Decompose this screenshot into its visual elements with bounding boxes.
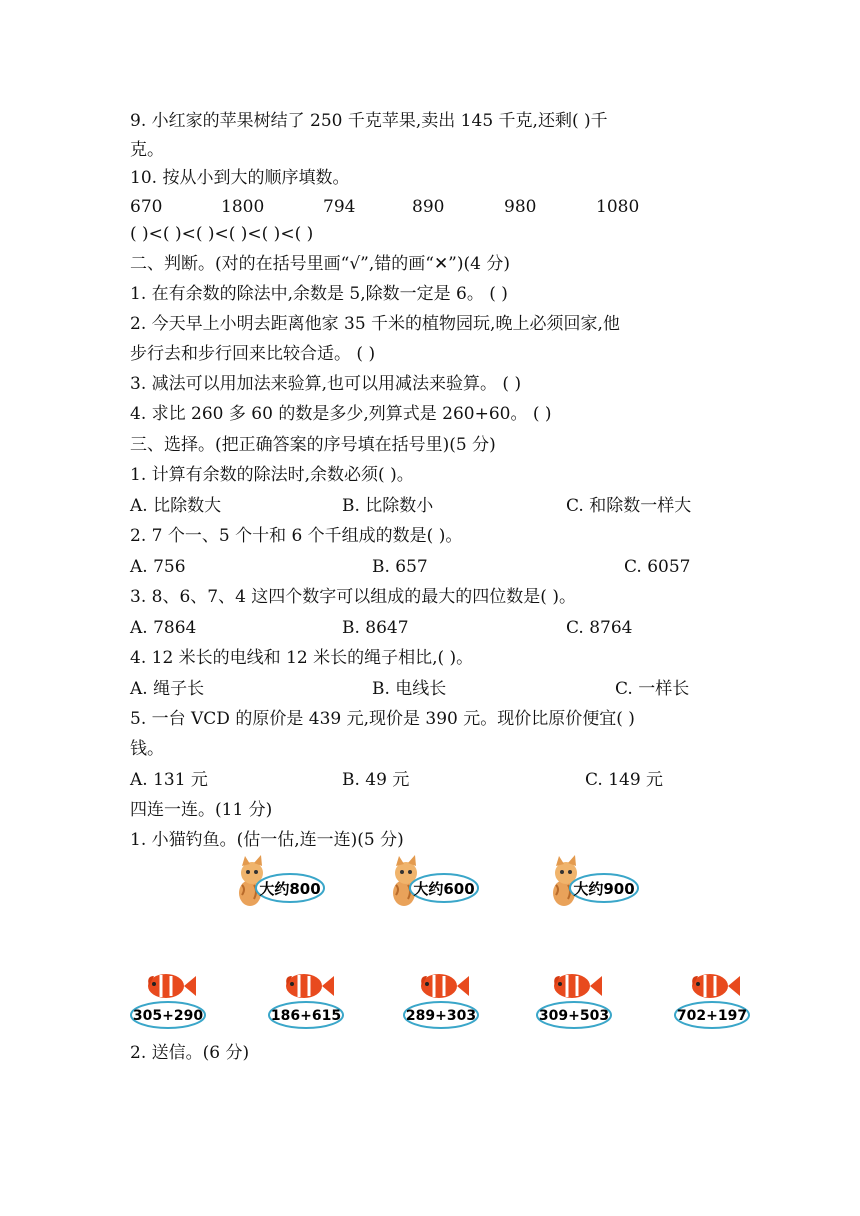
q10-number: 1800	[221, 197, 265, 217]
section4-sub1: 1. 小猫钓鱼。(估一估,连一连)(5 分)	[130, 830, 404, 850]
option-c: C. 和除数一样大	[566, 496, 692, 516]
q10-number: 1080	[596, 197, 640, 217]
option-b: B. 电线长	[372, 679, 447, 699]
section4-title: 四连一连。(11 分)	[130, 800, 273, 820]
q10-number: 980	[504, 197, 537, 217]
section2-title: 二、判断。(对的在括号里画“√”,错的画“✕”)(4 分)	[130, 254, 510, 274]
option-c: C. 149 元	[585, 770, 664, 790]
option-a: A. 7864	[130, 618, 197, 638]
section3-title: 三、选择。(把正确答案的序号填在括号里)(5 分)	[130, 435, 496, 455]
fish-icon	[128, 968, 212, 1032]
fish-label: 289+303	[405, 1008, 477, 1024]
option-b: B. 8647	[342, 618, 409, 638]
section4-sub2: 2. 送信。(6 分)	[130, 1043, 250, 1063]
fish-label: 186+615	[270, 1008, 342, 1024]
section3-q1-stem: 1. 计算有余数的除法时,余数必须( )。	[130, 465, 414, 485]
cat-label: 大约900	[573, 880, 635, 898]
section3-q5-stem: 5. 一台 VCD 的原价是 439 元,现价是 390 元。现价比原价便宜( )	[130, 709, 635, 729]
fish-icon	[266, 968, 350, 1032]
q9-line1: 9. 小红家的苹果树结了 250 千克苹果,卖出 145 千克,还剩( )千	[130, 111, 608, 131]
option-c: C. 8764	[566, 618, 633, 638]
option-a: A. 131 元	[130, 770, 208, 790]
section2-item: 2. 今天早上小明去距离他家 35 千米的植物园玩,晚上必须回家,他	[130, 314, 620, 334]
fish-icon	[534, 968, 618, 1032]
cat-icon	[386, 855, 486, 910]
q10-number: 670	[130, 197, 163, 217]
q10-blanks: ( )<( )<( )<( )<( )<( )	[130, 224, 314, 244]
option-c: C. 一样长	[615, 679, 690, 699]
option-b: B. 49 元	[342, 770, 410, 790]
q10-number: 890	[412, 197, 445, 217]
q10-title: 10. 按从小到大的顺序填数。	[130, 168, 350, 188]
option-a: A. 绳子长	[130, 679, 205, 699]
section3-q4-stem: 4. 12 米长的电线和 12 米长的绳子相比,( )。	[130, 648, 474, 668]
option-a: A. 756	[130, 557, 186, 577]
option-b: B. 比除数小	[342, 496, 434, 516]
fish-label: 305+290	[132, 1008, 204, 1024]
fish-label: 702+197	[676, 1008, 748, 1024]
cat-label: 大约600	[413, 880, 475, 898]
section3-q2-stem: 2. 7 个一、5 个十和 6 个千组成的数是( )。	[130, 526, 463, 546]
option-c: C. 6057	[624, 557, 691, 577]
option-b: B. 657	[372, 557, 428, 577]
section3-q5-stem2: 钱。	[130, 739, 164, 759]
q10-number: 794	[323, 197, 356, 217]
section2-item: 3. 减法可以用加法来验算,也可以用减法来验算。 ( )	[130, 374, 522, 394]
section2-item: 1. 在有余数的除法中,余数是 5,除数一定是 6。 ( )	[130, 284, 508, 304]
section3-q3-stem: 3. 8、6、7、4 这四个数字可以组成的最大的四位数是( )。	[130, 587, 576, 607]
section2-item: 4. 求比 260 多 60 的数是多少,列算式是 260+60。 ( )	[130, 404, 552, 424]
q9-line2: 克。	[130, 140, 164, 160]
fish-label: 309+503	[538, 1008, 610, 1024]
section2-item: 步行去和步行回来比较合适。 ( )	[130, 344, 376, 364]
cat-icon	[232, 855, 332, 910]
option-a: A. 比除数大	[130, 496, 222, 516]
cat-icon	[546, 855, 646, 910]
fish-icon	[401, 968, 485, 1032]
fish-icon	[672, 968, 756, 1032]
cat-label: 大约800	[259, 880, 321, 898]
